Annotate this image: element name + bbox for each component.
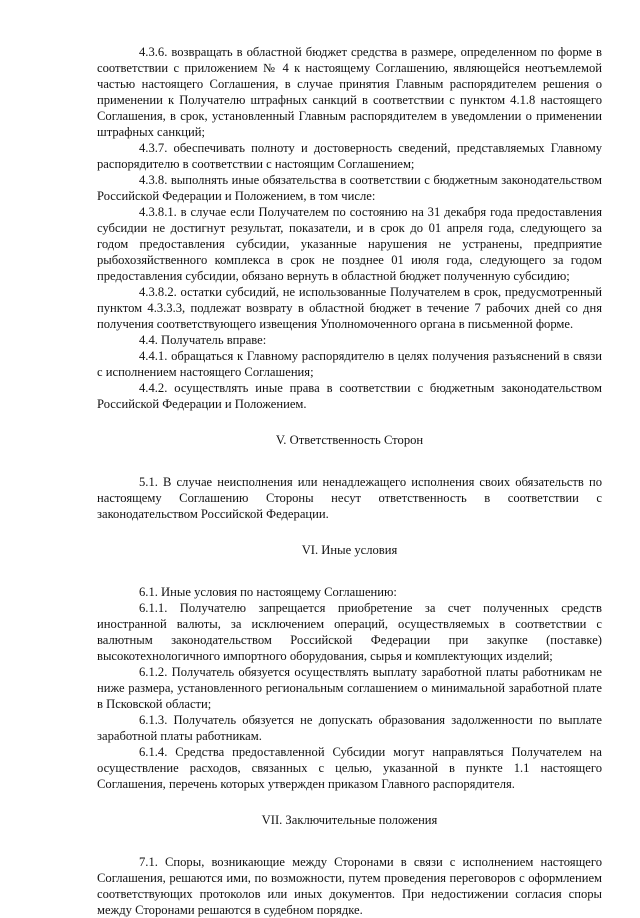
paragraph-6-1-4: 6.1.4. Средства предоставленной Субсидии могут направляться Получателем на осуществление расходов, связанных с целью, указанной в пункте 1.1 настоящего Соглашения, перечень которых утвержден приказом Главного распорядителя. (97, 745, 602, 791)
section-7-heading: VII. Заключительные положения (261, 813, 438, 827)
paragraph-4-4-2: 4.4.2. осуществлять иные права в соответствии с бюджетным законодательством Российской Федерации и Положением. (97, 381, 602, 411)
paragraph-4-4-1: 4.4.1. обращаться к Главному распорядителю в целях получения разъяснений в связи с исполнением настоящего Соглашения; (97, 349, 602, 379)
paragraph-6-1: 6.1. Иные условия по настоящему Соглашению: (139, 585, 397, 599)
section-5-heading: V. Ответственность Сторон (275, 433, 424, 447)
paragraph-4-3-8: 4.3.8. выполнять иные обязательства в соответствии с бюджетным законодательством Российской Федерации и Положением, в том числе: (97, 173, 602, 203)
paragraph-6-1-1: 6.1.1. Получателю запрещается приобретение за счет полученных средств иностранной валюты, за исключением операций, осуществляемых в соответствии с валютным законодательством Российской Федерации при закупке (поставке) высокотехнологичного импортного оборудования, сырья и комплектующих изделий; (97, 601, 602, 663)
paragraph-6-1-2: 6.1.2. Получатель обязуется осуществлять выплату заработной платы работникам не ниже размера, установленного региональным соглашением о минимальной заработной плате в Псковской области; (97, 665, 602, 711)
section-6-heading: VI. Иные условия (301, 543, 398, 557)
paragraph-5-1: 5.1. В случае неисполнения или ненадлежащего исполнения своих обязательств по настоящему Соглашению Стороны несут ответственность в соответствии с законодательством Российской Федерации. (97, 475, 602, 521)
document-body (97, 44, 602, 918)
paragraph-6-1-3: 6.1.3. Получатель обязуется не допускать образования задолженности по выплате заработной платы работникам. (97, 713, 602, 743)
paragraph-4-3-7: 4.3.7. обеспечивать полноту и достоверность сведений, представляемых Главному распорядителю в соответствии с настоящим Соглашением; (97, 141, 602, 171)
paragraph-7-1: 7.1. Споры, возникающие между Сторонами в связи с исполнением настоящего Соглашения, решаются ими, по возможности, путем проведения переговоров с оформлением соответствующих протоколов или иных документов. При недостижении согласия споры между Сторонами решаются в судебном порядке. (97, 855, 602, 917)
paragraph-4-3-8-1: 4.3.8.1. в случае если Получателем по состоянию на 31 декабря года предоставления субсидии не достигнут результат, показатели, и в срок до 01 апреля года, следующего за годом предоставления субсидии, указанные нарушения не устранены, предприятие рыбохозяйственного комплекса в срок не позднее 01 июля года, следующего за годом предоставления субсидии, обязано вернуть в областной бюджет полученную субсидию; (97, 205, 602, 283)
paragraph-4-4: 4.4. Получатель вправе: (139, 333, 267, 347)
paragraph-4-3-6: 4.3.6. возвращать в областной бюджет средства в размере, определенном по форме в соответствии с приложением № 4 к настоящему Соглашению, являющейся неотъемлемой частью настоящего Соглашения, в случае принятия Главным распорядителем решения о применении к Получателю штрафных санкций в соответствии с пунктом 4.1.8 настоящего Соглашения, в срок, установленный Главным распорядителем в уведомлении о применении штрафных санкций; (97, 45, 602, 139)
paragraph-4-3-8-2: 4.3.8.2. остатки субсидий, не использованные Получателем в срок, предусмотренный пунктом 4.3.3.3, подлежат возврату в областной бюджет в течение 7 рабочих дней со дня получения соответствующего извещения Уполномоченного органа в письменной форме. (97, 285, 602, 331)
